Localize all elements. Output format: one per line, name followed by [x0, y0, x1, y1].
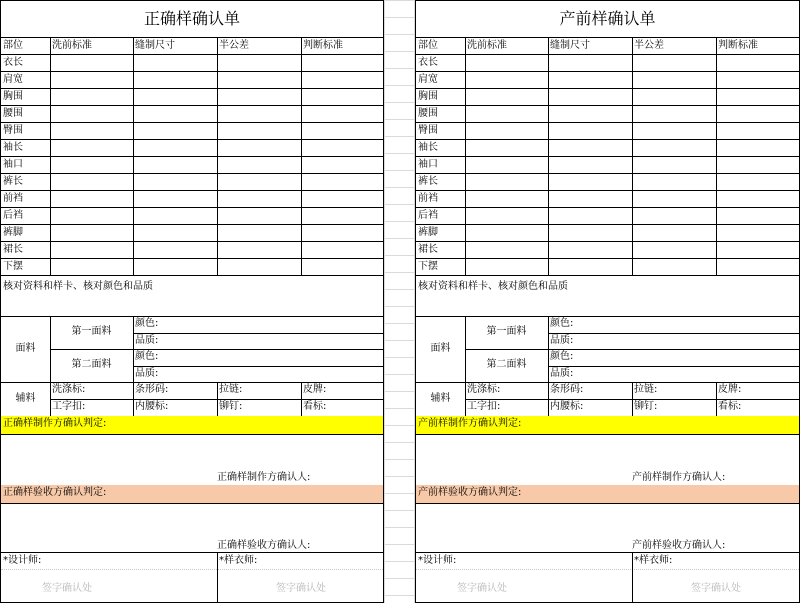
column-header-0: 部位: [418, 40, 438, 51]
measurement-cell[interactable]: [717, 140, 799, 155]
fabric-first-label: 第一面料: [71, 326, 112, 338]
rule: [465, 349, 548, 350]
rule: [1, 569, 383, 570]
part-label: 衣长: [3, 57, 23, 68]
measurement-cell[interactable]: [633, 225, 715, 240]
accessory-item[interactable]: 条形码:: [550, 384, 584, 395]
measurement-cell[interactable]: [134, 191, 216, 206]
fabric-input[interactable]: [578, 350, 798, 365]
rule: [716, 382, 717, 416]
measurement-cell[interactable]: [717, 225, 799, 240]
rule: [133, 382, 134, 416]
measurement-cell[interactable]: [218, 174, 300, 189]
column-header-3: 半公差: [634, 40, 664, 51]
measurement-cell[interactable]: [218, 72, 300, 87]
accessory-item[interactable]: 洗涤标:: [467, 384, 501, 395]
acceptor-confirm-label: 产前样验收方确认人:: [632, 540, 726, 551]
measurement-cell[interactable]: [633, 259, 715, 274]
measurement-cell[interactable]: [633, 208, 715, 223]
accessory-item[interactable]: 铆钉:: [634, 401, 658, 412]
fabric-input[interactable]: [163, 334, 383, 349]
measurement-cell[interactable]: [302, 259, 384, 274]
acceptor-judgement-input[interactable]: [418, 505, 798, 535]
measurement-cell[interactable]: [218, 140, 300, 155]
measurement-cell[interactable]: [134, 123, 216, 138]
measurement-cell[interactable]: [466, 123, 547, 138]
measurement-cell[interactable]: [302, 242, 384, 257]
measurement-cell[interactable]: [134, 208, 216, 223]
measurement-cell[interactable]: [51, 72, 132, 87]
measurement-cell[interactable]: [134, 242, 216, 257]
rule: [50, 349, 133, 350]
part-label: 袖长: [418, 142, 438, 153]
maker-judgement-band: 产前样制作方确认判定:: [416, 416, 799, 434]
part-label: 裤长: [418, 176, 438, 187]
fabric-color-label: 颜色:: [550, 351, 574, 362]
rule: [50, 316, 51, 382]
measurement-cell[interactable]: [633, 72, 715, 87]
measurement-cell[interactable]: [302, 123, 384, 138]
measurement-cell[interactable]: [717, 208, 799, 223]
measurement-cell[interactable]: [466, 89, 547, 104]
column-header-2: 缝制尺寸: [135, 40, 175, 51]
part-label: 衣长: [418, 57, 438, 68]
measurement-cell[interactable]: [633, 242, 715, 257]
measurement-cell[interactable]: [633, 123, 715, 138]
measurement-cell[interactable]: [549, 123, 631, 138]
measurement-cell[interactable]: [717, 72, 799, 87]
rule: [301, 382, 302, 416]
measurement-cell[interactable]: [302, 140, 384, 155]
rule: [217, 552, 218, 603]
column-header-4: 判断标准: [718, 40, 758, 51]
acceptor-judgement-input[interactable]: [3, 505, 383, 535]
measurement-cell[interactable]: [218, 55, 300, 70]
measurement-cell[interactable]: [466, 208, 547, 223]
rule: [1, 552, 383, 553]
measurement-cell[interactable]: [717, 55, 799, 70]
rule: [465, 382, 466, 416]
rule: [133, 316, 134, 382]
column-header-3: 半公差: [219, 40, 249, 51]
measurement-cell[interactable]: [549, 106, 631, 121]
part-label: 前裆: [418, 193, 438, 204]
fabric-label: 面料: [430, 342, 451, 354]
rule: [548, 316, 549, 382]
sample-maker-sign-placeholder[interactable]: 签字确认处: [691, 583, 741, 594]
rule: [1, 503, 383, 504]
form-preproduction-sample: [415, 0, 800, 603]
accessory-item[interactable]: 条形码:: [135, 384, 169, 395]
rule: [632, 552, 633, 603]
measurement-cell[interactable]: [717, 106, 799, 121]
accessory-label: 辅料: [15, 393, 36, 404]
part-label: 袖口: [3, 159, 23, 170]
measurement-cell[interactable]: [549, 242, 631, 257]
maker-judgement-band: 正确样制作方确认判定:: [1, 416, 383, 434]
measurement-cell[interactable]: [633, 140, 715, 155]
designer-sign-placeholder[interactable]: 签字确认处: [42, 583, 92, 594]
measurement-cell[interactable]: [466, 55, 547, 70]
measurement-cell[interactable]: [549, 140, 631, 155]
measurement-cell[interactable]: [633, 157, 715, 172]
measurement-cell[interactable]: [466, 174, 547, 189]
measurement-cell[interactable]: [218, 191, 300, 206]
measurement-cell[interactable]: [51, 123, 132, 138]
accessory-item[interactable]: 内腰标:: [135, 401, 169, 412]
measurement-cell[interactable]: [549, 72, 631, 87]
measurement-cell[interactable]: [549, 259, 631, 274]
measurement-cell[interactable]: [466, 140, 547, 155]
form-title: 产前样确认单: [416, 1, 799, 38]
part-label: 肩宽: [418, 74, 438, 85]
spreadsheet-grid-gap: [384, 0, 415, 603]
accessory-item[interactable]: 看标:: [303, 401, 327, 412]
rule: [548, 37, 549, 275]
measurement-cell[interactable]: [302, 191, 384, 206]
fabric-quality-label: 品质:: [135, 334, 159, 346]
measurement-cell[interactable]: [549, 225, 631, 240]
accessory-item[interactable]: 内腰标:: [550, 401, 584, 412]
rule: [301, 37, 302, 275]
part-label: 胸围: [3, 91, 23, 102]
measurement-cell[interactable]: [134, 259, 216, 274]
maker-confirm-label: 正确样制作方确认人:: [217, 472, 311, 483]
measurement-cell[interactable]: [134, 157, 216, 172]
rule: [1, 275, 383, 276]
form-title: 正确样确认单: [1, 1, 383, 38]
measurement-cell[interactable]: [633, 106, 715, 121]
accessory-item[interactable]: 铆钉:: [219, 401, 243, 412]
measurement-cell[interactable]: [717, 89, 799, 104]
rule: [465, 316, 466, 382]
part-label: 后裆: [3, 210, 23, 221]
measurement-cell[interactable]: [302, 174, 384, 189]
rule: [50, 37, 51, 275]
measurement-cell[interactable]: [302, 72, 384, 87]
accessory-item[interactable]: 工字扣:: [52, 401, 86, 412]
fabric-input[interactable]: [163, 317, 383, 332]
measurement-cell[interactable]: [51, 106, 132, 121]
accessory-label: 辅料: [430, 393, 451, 404]
rule: [50, 382, 51, 416]
rule: [217, 37, 218, 275]
part-label: 裤脚: [418, 227, 438, 238]
measurement-cell[interactable]: [717, 259, 799, 274]
measurement-cell[interactable]: [134, 140, 216, 155]
rule: [632, 37, 633, 275]
designer-sign-placeholder[interactable]: 签字确认处: [457, 583, 507, 594]
part-label: 袖长: [3, 142, 23, 153]
measurement-cell[interactable]: [134, 55, 216, 70]
maker-judgement-input[interactable]: [418, 436, 798, 482]
acceptor-confirm-label: 正确样验收方确认人:: [217, 540, 311, 551]
measurement-cell[interactable]: [302, 225, 384, 240]
rule: [716, 37, 717, 275]
rule: [217, 382, 218, 416]
acceptor-judgement-band: 正确样验收方确认判定:: [1, 485, 383, 503]
acceptor-judgement-band: 产前样验收方确认判定:: [416, 485, 799, 503]
measurement-cell[interactable]: [302, 106, 384, 121]
measurement-cell[interactable]: [717, 191, 799, 206]
part-label: 肩宽: [3, 74, 23, 85]
measurement-cell[interactable]: [218, 89, 300, 104]
rule: [416, 503, 799, 504]
measurement-cell[interactable]: [134, 225, 216, 240]
sample-maker-label: *样衣师:: [634, 555, 673, 566]
column-header-0: 部位: [3, 40, 23, 51]
sample-maker-sign-placeholder[interactable]: 签字确认处: [276, 583, 326, 594]
rule: [416, 552, 799, 553]
measurement-cell[interactable]: [717, 242, 799, 257]
measurement-cell[interactable]: [134, 174, 216, 189]
measurement-cell[interactable]: [302, 208, 384, 223]
rule: [465, 37, 466, 275]
rule: [1, 434, 383, 435]
measurement-cell[interactable]: [466, 72, 547, 87]
measurement-cell[interactable]: [51, 89, 132, 104]
measurement-cell[interactable]: [466, 191, 547, 206]
accessory-item[interactable]: 皮牌:: [303, 384, 327, 395]
measurement-cell[interactable]: [549, 174, 631, 189]
fabric-input[interactable]: [163, 367, 383, 382]
measurement-cell[interactable]: [134, 72, 216, 87]
fabric-label: 面料: [15, 342, 36, 354]
fabric-quality-label: 品质:: [550, 367, 574, 379]
part-label: 胸围: [418, 91, 438, 102]
measurement-cell[interactable]: [549, 208, 631, 223]
measurement-cell[interactable]: [218, 225, 300, 240]
sample-maker-label: *样衣师:: [219, 555, 258, 566]
part-label: 裤脚: [3, 227, 23, 238]
fabric-quality-label: 品质:: [135, 367, 159, 379]
measurement-cell[interactable]: [717, 123, 799, 138]
designer-label: *设计师:: [3, 555, 42, 566]
part-label: 裙长: [3, 244, 23, 255]
column-header-4: 判断标准: [303, 40, 343, 51]
rule: [548, 382, 549, 416]
part-label: 裤长: [3, 176, 23, 187]
form-correct-sample: [0, 0, 384, 603]
measurement-cell[interactable]: [218, 242, 300, 257]
measurement-cell[interactable]: [51, 259, 132, 274]
designer-label: *设计师:: [418, 555, 457, 566]
accessory-item[interactable]: 拉链:: [634, 384, 658, 395]
measurement-cell[interactable]: [51, 191, 132, 206]
measurement-cell[interactable]: [633, 191, 715, 206]
measurement-cell[interactable]: [549, 157, 631, 172]
part-label: 袖口: [418, 159, 438, 170]
fabric-color-label: 颜色:: [550, 318, 574, 329]
measurement-cell[interactable]: [134, 106, 216, 121]
measurement-cell[interactable]: [466, 225, 547, 240]
measurement-cell[interactable]: [51, 140, 132, 155]
measurement-cell[interactable]: [51, 55, 132, 70]
rule: [416, 434, 799, 435]
part-label: 臀围: [418, 125, 438, 136]
fabric-input[interactable]: [578, 317, 798, 332]
measurement-cell[interactable]: [218, 123, 300, 138]
measurement-cell[interactable]: [134, 89, 216, 104]
rule: [632, 382, 633, 416]
check-note: 核对资料和样卡、核对颜色和品质: [3, 281, 153, 292]
fabric-input[interactable]: [163, 350, 383, 365]
measurement-cell[interactable]: [302, 89, 384, 104]
measurement-cell[interactable]: [218, 157, 300, 172]
part-label: 腰围: [3, 108, 23, 119]
part-label: 后裆: [418, 210, 438, 221]
accessory-item[interactable]: 看标:: [718, 401, 742, 412]
part-label: 臀围: [3, 125, 23, 136]
measurement-cell[interactable]: [51, 242, 132, 257]
accessory-item[interactable]: 拉链:: [219, 384, 243, 395]
part-label: 腰围: [418, 108, 438, 119]
fabric-second-label: 第二面料: [486, 359, 527, 371]
column-header-1: 洗前标准: [467, 40, 507, 51]
fabric-color-label: 颜色:: [135, 351, 159, 362]
maker-judgement-input[interactable]: [3, 436, 383, 482]
measurement-cell[interactable]: [549, 89, 631, 104]
fabric-quality-label: 品质:: [550, 334, 574, 346]
measurement-cell[interactable]: [466, 157, 547, 172]
measurement-cell[interactable]: [51, 157, 132, 172]
column-header-2: 缝制尺寸: [550, 40, 590, 51]
accessory-item[interactable]: 洗涤标:: [52, 384, 86, 395]
rule: [133, 37, 134, 275]
accessory-item[interactable]: 工字扣:: [467, 401, 501, 412]
part-label: 前裆: [3, 193, 23, 204]
measurement-cell[interactable]: [633, 89, 715, 104]
measurement-cell[interactable]: [466, 242, 547, 257]
measurement-cell[interactable]: [51, 225, 132, 240]
measurement-cell[interactable]: [466, 106, 547, 121]
maker-confirm-label: 产前样制作方确认人:: [632, 472, 726, 483]
measurement-cell[interactable]: [633, 55, 715, 70]
column-header-1: 洗前标准: [52, 40, 92, 51]
measurement-cell[interactable]: [218, 106, 300, 121]
fabric-input[interactable]: [578, 367, 798, 382]
measurement-cell[interactable]: [302, 157, 384, 172]
part-label: 下摆: [3, 261, 23, 272]
fabric-first-label: 第一面料: [486, 326, 527, 338]
measurement-cell[interactable]: [51, 174, 132, 189]
measurement-cell[interactable]: [466, 259, 547, 274]
fabric-color-label: 颜色:: [135, 318, 159, 329]
measurement-cell[interactable]: [633, 174, 715, 189]
accessory-item[interactable]: 皮牌:: [718, 384, 742, 395]
measurement-cell[interactable]: [218, 208, 300, 223]
measurement-cell[interactable]: [218, 259, 300, 274]
part-label: 裙长: [418, 244, 438, 255]
measurement-cell[interactable]: [717, 174, 799, 189]
fabric-second-label: 第二面料: [71, 359, 112, 371]
check-note: 核对资料和样卡、核对颜色和品质: [418, 281, 568, 292]
measurement-cell[interactable]: [549, 55, 631, 70]
measurement-cell[interactable]: [717, 157, 799, 172]
measurement-cell[interactable]: [549, 191, 631, 206]
measurement-cell[interactable]: [302, 55, 384, 70]
rule: [416, 569, 799, 570]
rule: [416, 275, 799, 276]
part-label: 下摆: [418, 261, 438, 272]
measurement-cell[interactable]: [51, 208, 132, 223]
fabric-input[interactable]: [578, 334, 798, 349]
